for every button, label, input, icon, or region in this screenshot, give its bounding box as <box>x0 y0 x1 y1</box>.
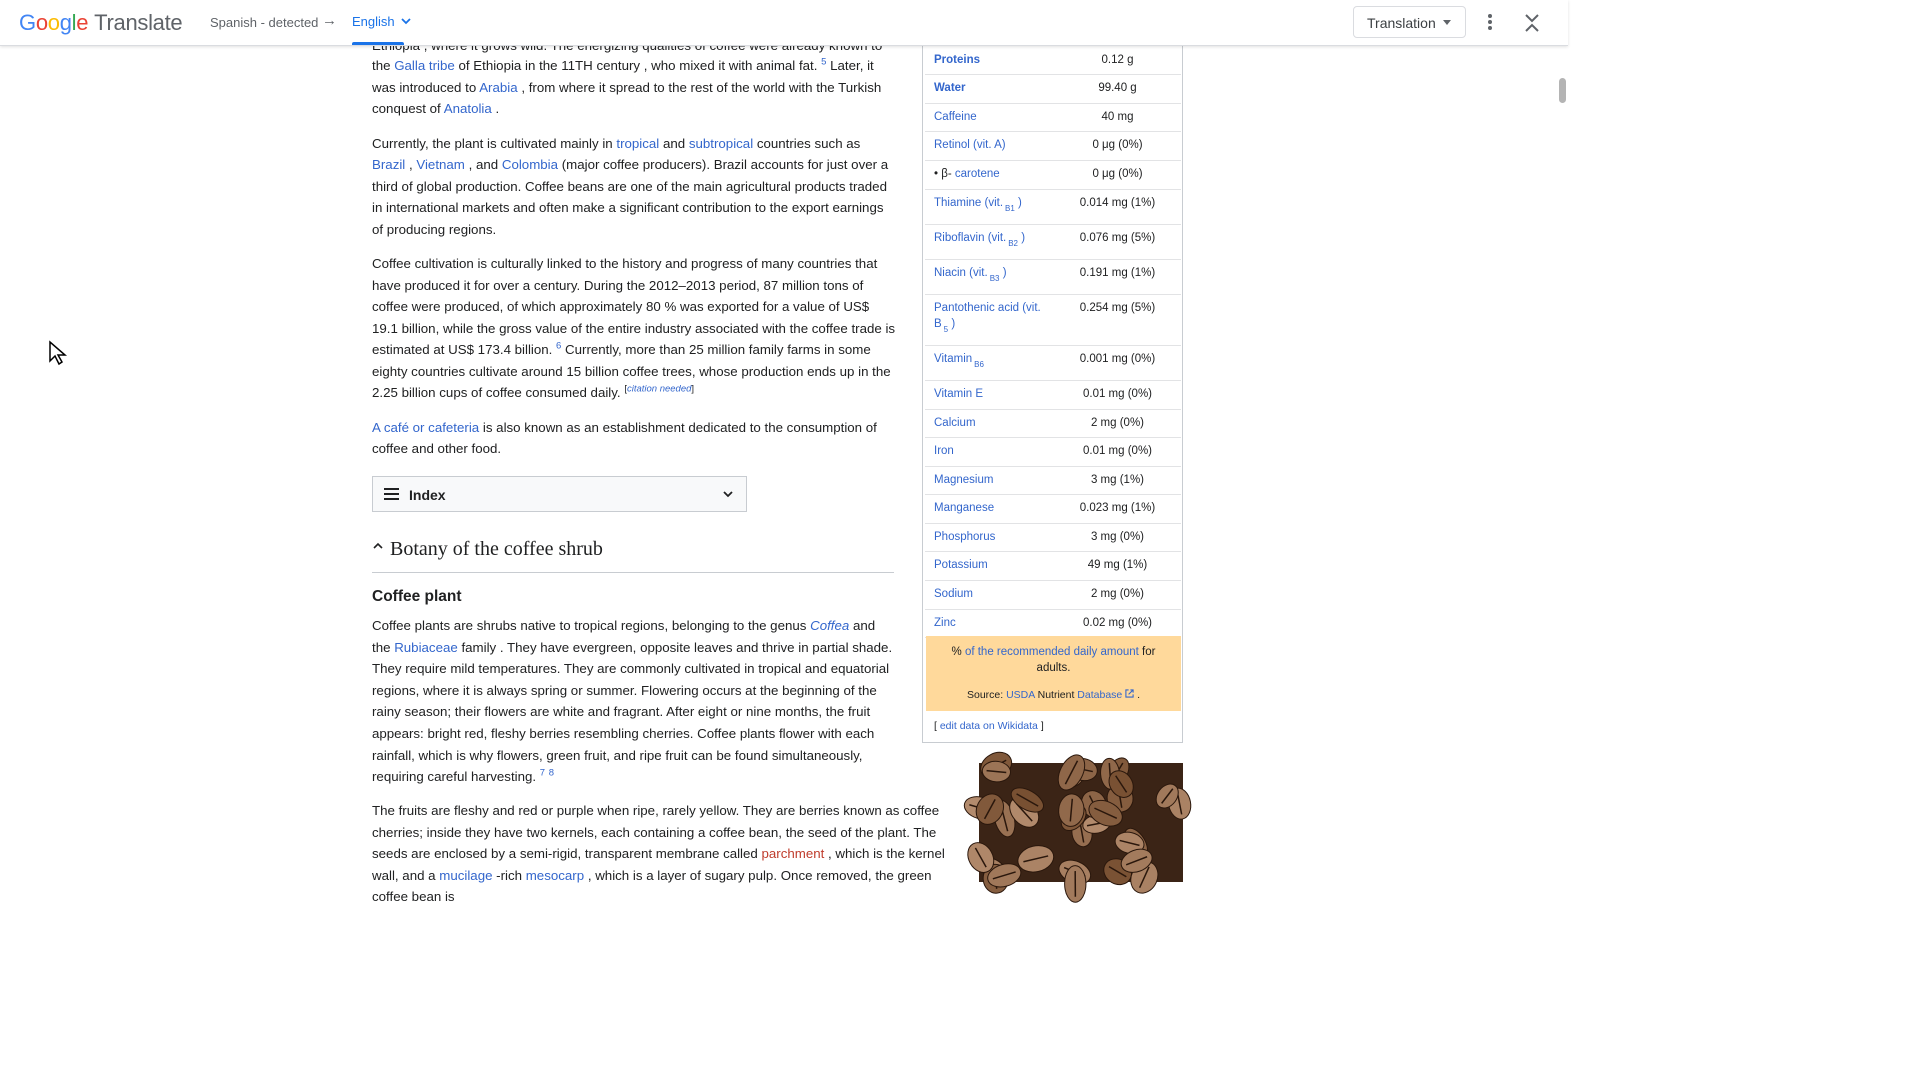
link-anatolia[interactable]: Anatolia <box>443 101 492 116</box>
infobox-row-value: 40 mg <box>1101 111 1134 123</box>
chevron-down-icon <box>401 18 411 25</box>
link-vietnam[interactable]: Vietnam <box>416 157 465 172</box>
target-language-underline <box>352 42 404 45</box>
infobox-row-label[interactable]: Proteins <box>934 54 981 66</box>
infobox-row-value: 0.191 mg (1%) <box>1079 267 1156 279</box>
view-mode-dropdown[interactable] <box>1353 6 1466 38</box>
translate-toolbar <box>0 0 1568 46</box>
link-cafe[interactable]: A café or cafeteria <box>372 419 480 435</box>
infobox-row <box>925 160 1181 190</box>
link-brazil[interactable]: Brazil <box>372 157 406 172</box>
infobox-row-value: 3 mg (0%) <box>1090 531 1145 543</box>
nutrition-infobox <box>922 46 1183 743</box>
infobox-row-label[interactable]: Vitamin E <box>934 388 984 400</box>
infobox-row-label[interactable]: Magnesium <box>934 474 994 486</box>
scrollbar-thumb[interactable] <box>1559 78 1566 103</box>
infobox-row <box>925 224 1181 260</box>
ref-6[interactable]: 6 <box>556 340 562 352</box>
target-language-select[interactable] <box>352 14 411 29</box>
link-coffea[interactable]: Coffea <box>810 618 850 633</box>
infobox-row-label[interactable]: Sodium <box>934 588 973 600</box>
page-scrollbar[interactable] <box>1556 46 1568 882</box>
google-translate-logo[interactable] <box>19 10 182 36</box>
infobox-row-label[interactable]: Water <box>934 82 966 94</box>
link-rubiaceae[interactable]: Rubiaceae <box>394 639 458 655</box>
infobox-row-label[interactable]: Vitamin $_{B6}$ <box>934 353 984 369</box>
infobox-row-value: 99.40 g <box>1098 82 1137 94</box>
link-edit-wikidata[interactable]: edit data on Wikidata <box>939 720 1038 732</box>
infobox-row-label[interactable]: Phosphorus <box>934 531 996 543</box>
target-language-label: English <box>352 14 395 29</box>
section-heading[interactable]: Botany of the coffee shrub <box>372 538 894 573</box>
infobox-row <box>925 409 1181 438</box>
infobox-row <box>925 523 1181 552</box>
collapse-section-icon[interactable] <box>372 540 384 552</box>
caret-down-icon <box>1443 20 1451 25</box>
infobox-row <box>925 437 1181 467</box>
infobox-row-value: 0.01 mg (0%) <box>1082 445 1153 457</box>
article-body <box>372 46 896 460</box>
infobox-row-value: 0.254 mg (5%) <box>1079 302 1156 314</box>
infobox-row-label[interactable]: Calcium <box>934 417 976 429</box>
ref-8[interactable]: 8 <box>548 767 555 779</box>
infobox-row <box>925 74 1181 104</box>
link-usda[interactable]: USDA <box>1006 689 1035 701</box>
infobox-row <box>925 466 1181 495</box>
infobox-row-label[interactable]: Zinc <box>934 617 956 629</box>
infobox-row <box>925 494 1181 524</box>
cursor-arrow-icon <box>48 340 68 366</box>
table-of-contents[interactable] <box>372 476 747 512</box>
infobox-row-label[interactable]: Potassium <box>934 559 988 571</box>
infobox-row <box>925 46 1181 75</box>
infobox-row-value: 2 mg (0%) <box>1090 417 1145 429</box>
link-daily-amount[interactable]: of the recommended daily amount <box>964 646 1139 658</box>
infobox-row-value: 0.023 mg (1%) <box>1079 502 1156 514</box>
link-tropical[interactable]: tropical <box>616 135 660 151</box>
infobox-row-value: 0 μg (0%) <box>1092 168 1143 180</box>
infobox-row-value: 3 mg (1%) <box>1090 474 1145 486</box>
list-icon <box>384 488 399 503</box>
infobox-row <box>925 189 1181 225</box>
wikidata-edit: [ edit data on Wikidata ] <box>934 720 1044 732</box>
infobox-row-value: 0.12 g <box>1101 54 1134 66</box>
paragraph-cafe: A café or cafeteria is also known as an establishment dedicated to the consumption of coffee and other food. <box>372 419 877 456</box>
infobox-row-label[interactable]: Riboflavin (vit. $_{B2}$ ) <box>934 232 1026 248</box>
daily-amount-note: % of the recommended daily amount for adults. Source: USDA Nutrient Database . <box>926 636 1181 711</box>
chevron-down-icon <box>722 488 734 500</box>
link-database[interactable]: Database <box>1077 689 1123 701</box>
paragraph-fruits: The fruits are fleshy and red or purple when ripe, rarely yellow. They are berries known as coffee cherries; inside they have two kernels, each containing a coffee bean, the seed of the plant. The seeds are enclosed by a semi-rigid, transparent membrane called parchment , which is the kernel wall, and a mucilage -rich mesocarp , which is a layer of sugary pulp. Once removed, the green coffee bean is <box>372 803 945 905</box>
infobox-row-value: 0.01 mg (0%) <box>1082 388 1153 400</box>
infobox-row-label[interactable]: Retinol (vit. A) <box>934 139 1006 151</box>
link-colombia[interactable]: Colombia <box>501 157 559 172</box>
infobox-row-value: 0 μg (0%) <box>1092 139 1143 151</box>
subsection-heading: Coffee plant <box>372 588 462 605</box>
infobox-row-label[interactable]: • β- carotene <box>934 168 1000 180</box>
infobox-row-value: 2 mg (0%) <box>1090 588 1145 600</box>
infobox-row-label[interactable]: Caffeine <box>934 111 977 123</box>
collapse-icon[interactable] <box>1522 12 1542 34</box>
infobox-row <box>925 259 1181 295</box>
paragraph-coffee-plant: Coffee plants are shrubs native to tropical regions, belonging to the genus Coffea and the Rubiaceae family . They have evergreen, opposite leaves and thrive in partial shade. They require mild temperatures. They are commonly cultivated in tropical and equatorial regions, where it is always spring or summer. Flowering occurs at the beginning of the rainy season; their flowers are white and fragrant. After eight or nine months, the fruit appears: bright red, fleshy berries resembling cherries. Coffee plants flower with each rainfall, which is why flowers, green fruit, and ripe fruit can be found simultaneously, requiring careful harvesting. $^7$ $^8$ <box>372 618 893 785</box>
kebab-menu-icon[interactable] <box>1480 12 1500 32</box>
clipped-line <box>372 46 896 55</box>
view-mode-label: Translation <box>1367 15 1436 31</box>
infobox-row <box>925 580 1181 610</box>
ref-7[interactable]: 7 <box>539 767 546 779</box>
infobox-row-label[interactable]: Niacin (vit. $_{B3}$ ) <box>934 267 1007 283</box>
infobox-row <box>925 345 1181 381</box>
link-parchment[interactable]: parchment <box>761 846 825 862</box>
coffee-beans-image[interactable] <box>979 763 1183 882</box>
ref-5[interactable]: 5 <box>821 56 827 68</box>
arrow-icon: → <box>322 12 337 29</box>
link-mesocarp[interactable]: mesocarp <box>525 867 585 883</box>
link-arabia[interactable]: Arabia <box>479 79 518 95</box>
infobox-row-label[interactable]: Iron <box>934 445 954 457</box>
logo-translate: Translate <box>94 10 183 35</box>
citation-needed[interactable]: [citation needed] <box>624 383 695 395</box>
infobox-row <box>925 294 1181 346</box>
logo-google: Google <box>19 10 89 35</box>
source-language[interactable]: Spanish - detected <box>210 15 319 30</box>
paragraph-origin: the Galla tribe of Ethiopia in the 11TH century , who mixed it with animal fat. $^5$ Later, it was introduced to Arabia , from where it spread to the rest of the world with the Turkish conquest of Anatolia . <box>372 56 882 116</box>
infobox-row <box>925 103 1181 132</box>
link-galla-tribe[interactable]: Galla tribe <box>394 58 455 73</box>
external-link-icon <box>1125 689 1134 698</box>
infobox-row-label[interactable]: Pantothenic acid (vit. B $_5$ ) <box>934 302 1041 334</box>
infobox-row-value: 49 mg (1%) <box>1087 559 1148 571</box>
infobox-row <box>925 551 1181 581</box>
infobox-row <box>925 131 1181 161</box>
infobox-row-label[interactable]: Thiamine (vit. $_{B1}$ ) <box>934 197 1022 213</box>
infobox-row-value: 0.014 mg (1%) <box>1079 197 1156 209</box>
paragraph-history: Coffee cultivation is culturally linked to the history and progress of many countries that have produced it for over a century. During the 2012–2013 period, 87 million tons of coffee were produced, of which approximately 80 % was exported for a value of US$ 19.1 billion, while the gross value of the entire industry associated with the coffee trade is estimated at US$ 173.4 billion. $^6$ Currently, more than 25 million family farms in some eighty countries cultivate around 15 billion coffee trees, whose production ends up in the 2.25 billion cups of coffee consumed daily. [citation needed] <box>372 256 896 400</box>
toc-label: Index <box>409 487 446 503</box>
infobox-row-value: 0.02 mg (0%) <box>1082 617 1153 629</box>
infobox-row <box>925 609 1181 638</box>
infobox-row-value: 0.076 mg (5%) <box>1079 232 1156 244</box>
paragraph-cultivation: Currently, the plant is cultivated mainly in tropical and subtropical countries such as Brazil , Vietnam , and Colombia (major coffee producers). Brazil accounts for just over a third of global production. Coffee beans are one of the main agricultural products traded in international markets and often make a significant contribution to the export earnings of producing regions. <box>372 135 889 237</box>
infobox-row <box>925 380 1181 410</box>
infobox-row-value: 0.001 mg (0%) <box>1079 353 1156 365</box>
link-subtropical[interactable]: subtropical <box>688 135 754 151</box>
link-mucilage[interactable]: mucilage <box>439 867 493 883</box>
infobox-row-label[interactable]: Manganese <box>934 502 995 514</box>
